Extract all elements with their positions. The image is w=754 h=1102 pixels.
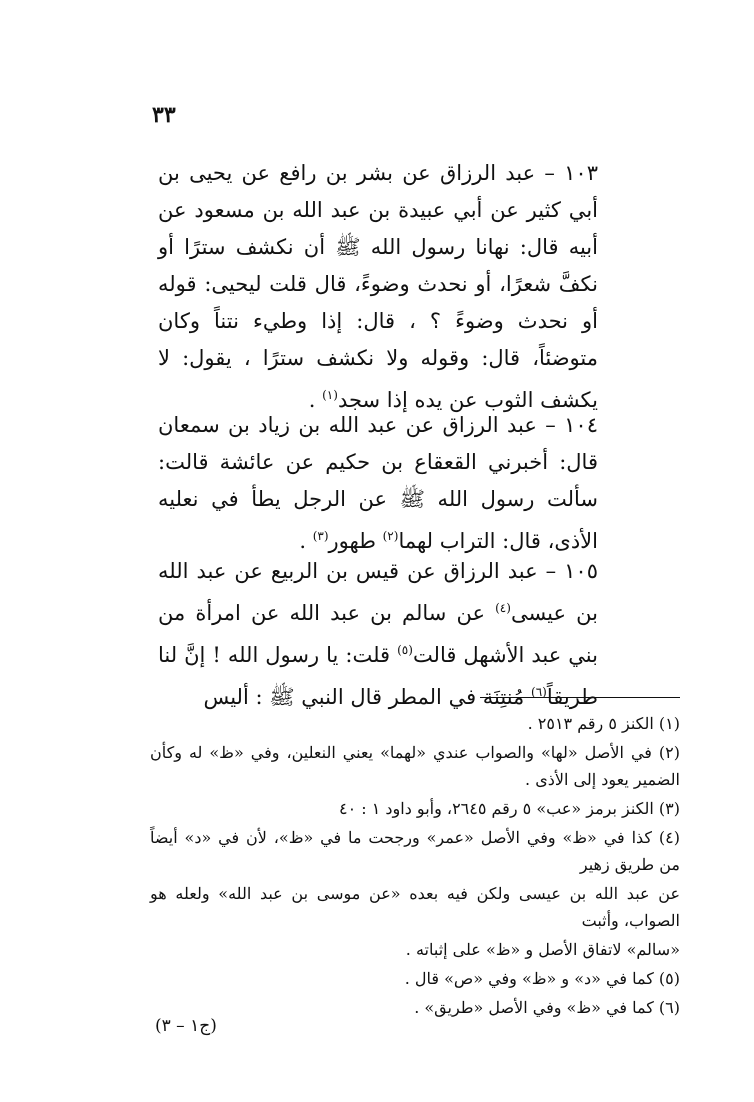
gathering-signature: (ج١ – ٣) [155, 1016, 217, 1036]
hadith-103 [158, 155, 598, 419]
hadith-104-mid: طهور [328, 529, 376, 553]
footnote-ref-1: (١) [322, 388, 338, 402]
footnote-2: (٢) في الأصل «لها» والصواب عندي «لهما» يعني النعلين، وفي «ظ» له وكأن الضمير يعود إلى الأذى . [150, 743, 680, 789]
footnote-4-line-1: (٤) كذا في «ظ» وفي الأصل «عمر» ورجحت ما في «ظ»، لأن في «د» أيضاً من طريق زهير [150, 828, 680, 874]
hadith-105-line4: مُنتِنَة في المطر قال النبي ﷺ : أليس [203, 685, 525, 709]
footnote-1: (١) الكنز ٥ رقم ٢٥١٣ . [527, 714, 680, 733]
footnote-ref-5: (٥) [397, 643, 413, 657]
hadith-104-text: ١٠٤ – عبد الرزاق عن عبد الله بن زياد بن سمعان قال: أخبرني القعقاع بن حكيم عن عائشة قالت: سألت رسول الله ﷺ عن الرجل يطأ في نعليه الأذى، قال: التراب لهما [158, 413, 598, 553]
footnote-divider [480, 697, 680, 698]
hadith-105-line1: ١٠٥ – عبد الرزاق عن قيس بن الربيع عن عبد الله بن عيسى [158, 559, 598, 625]
hadith-105 [158, 553, 598, 716]
hadith-104-end: . [299, 529, 307, 553]
hadith-105-line2: عن سالم بن عبد الله عن امرأة من بني عبد الأشهل قالت [158, 601, 598, 667]
hadith-103-end: . [308, 388, 316, 412]
footnote-ref-2: (٢) [382, 529, 399, 543]
footnote-5: (٥) كما في «د» و «ظ» وفي «ص» قال . [404, 969, 680, 988]
page-number: ٣٣ [152, 102, 176, 128]
footnote-6: (٦) كما في «ظ» وفي الأصل «طريق» . [414, 998, 680, 1017]
footnote-ref-4: (٤) [495, 601, 511, 615]
footnote-4-line-3: «سالم» لاتفاق الأصل و «ظ» على إثباته . [405, 940, 680, 959]
footnotes [150, 710, 680, 1023]
footnote-3: (٣) الكنز برمز «عب» ٥ رقم ٢٦٤٥، وأبو داود ١ : ٤٠ [338, 799, 680, 818]
footnote-ref-3: (٣) [312, 529, 329, 543]
footnote-4-line-2: عن عبد الله بن عيسى ولكن فيه بعده «عن موسى بن عبد الله» ولعله هو الصواب، وأثبت [150, 884, 680, 930]
footnote-ref-6: (٦) [531, 685, 547, 699]
hadith-105-line3: قلت: يا رسول الله ! إنَّ لنا طريقاً [158, 643, 598, 709]
hadith-104 [158, 407, 598, 560]
hadith-103-text: ١٠٣ – عبد الرزاق عن بشر بن رافع عن يحيى بن أبي كثير عن أبي عبيدة بن عبد الله بن مسعود عن أبيه قال: نهانا رسول الله ﷺ أن نكشف سترًا أو نكفَّ شعرًا، أو نحدث وضوءً، قال قلت ليحيى: قوله أو نحدث وضوءً ؟ ، قال: إذا وطيء نتناً وكان متوضئاً، قال: وقوله ولا نكشف سترًا ، يقول: لا يكشف الثوب عن يده إذا سجد [158, 161, 598, 412]
